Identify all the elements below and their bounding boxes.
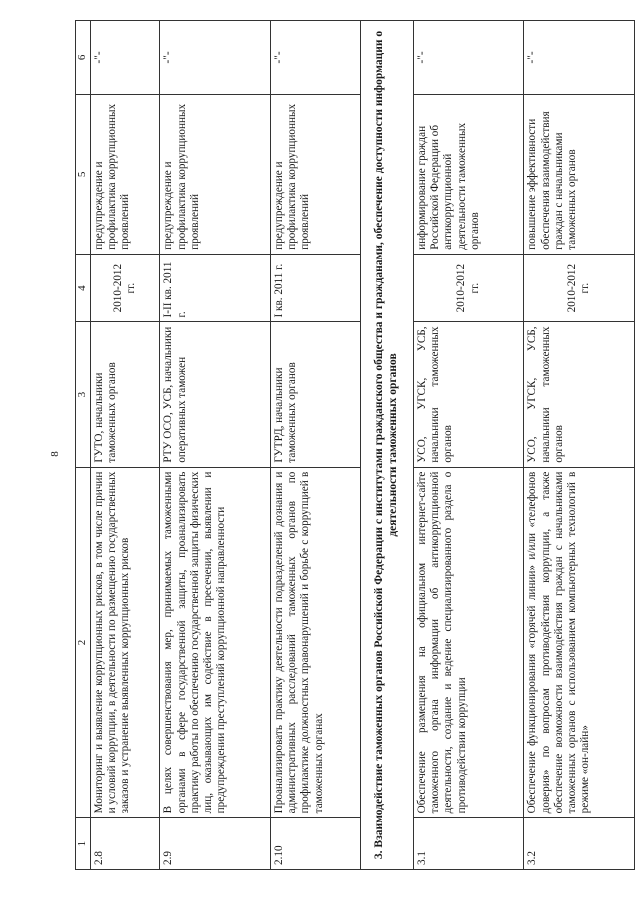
row-number: 3.2: [524, 818, 635, 870]
table-row: [91, 21, 160, 870]
note: -"-: [413, 21, 524, 95]
expected-result: повышение эффективности обеспечения взаимодействия граждан с начальниками таможенных органов: [524, 94, 635, 254]
col-header: 2: [76, 467, 91, 818]
note: -"-: [524, 21, 635, 95]
col-header: 1: [76, 818, 91, 870]
term: 2010-2012 гг.: [413, 254, 524, 322]
measure-description: В целях совершенствования мер, принимаемых таможенными органами в сфере государственной защиты, проанализировать практику работы по обеспечению государственной защиты физических лиц, оказывающих им содействие в пресечении, выявлении и предупреждении преступлений коррупционной направленности: [160, 467, 271, 818]
measures-table: [75, 20, 635, 870]
row-number: 2.8: [91, 818, 160, 870]
row-number: 2.9: [160, 818, 271, 870]
table-row: [413, 21, 524, 870]
measure-description: Проанализировать практику деятельности подразделений дознания и административных расследований таможенных органов по профилактике должностных правонарушений и борьбе с коррупцией в таможенных органах: [270, 467, 360, 818]
rotated-table-container: [75, 20, 635, 870]
col-header: 4: [76, 254, 91, 322]
section-row: [360, 21, 413, 870]
executor: ГУТРД, начальники таможенных органов: [270, 322, 360, 467]
page-number: 8: [48, 451, 61, 457]
measure-description: Мониторинг и выявление коррупционных рисков, в том числе причин и условий коррупции, в деятельности по размещению государственных заказов и устранение выявленных коррупционных рисков: [91, 467, 160, 818]
executor: УСО, УГСК, УСБ, начальники таможенных органов: [524, 322, 635, 467]
note: -"-: [91, 21, 160, 95]
expected-result: предупреждение и профилактика коррупционных проявлений: [270, 94, 360, 254]
executor: РТУ ОСО, УСБ, начальники оперативных таможен: [160, 322, 271, 467]
term: I-II кв. 2011 г.: [160, 254, 271, 322]
table-row: [270, 21, 360, 870]
table-row: [524, 21, 635, 870]
table-row: [160, 21, 271, 870]
section-heading: 3. Взаимодействие таможенных органов Российской Федерации с институтами гражданского общества и гражданами, обеспечение доступности информации о деятельности таможенных органов: [360, 21, 413, 870]
term: 2010-2012 гг.: [91, 254, 160, 322]
executor: УСО, УГСК, УСБ, начальники таможенных органов: [413, 322, 524, 467]
expected-result: предупреждение и профилактика коррупционных проявлений: [91, 94, 160, 254]
row-number: 3.1: [413, 818, 524, 870]
note: -"-: [160, 21, 271, 95]
expected-result: предупреждение и профилактика коррупционных проявлений: [160, 94, 271, 254]
note: -"-: [270, 21, 360, 95]
term: 2010-2012 гг.: [524, 254, 635, 322]
col-header: 5: [76, 94, 91, 254]
executor: ГУТО, начальники таможенных органов: [91, 322, 160, 467]
measure-description: Обеспечение размещения на официальном интернет-сайте таможенного органа информации об антикоррупционной деятельности, создание и ведение специализированного раздела о противодействии коррупции: [413, 467, 524, 818]
expected-result: информирование граждан Российской Федерации об антикоррупционной деятельности таможенных органов: [413, 94, 524, 254]
row-number: 2.10: [270, 818, 360, 870]
header-row: [76, 21, 91, 870]
col-header: 6: [76, 21, 91, 95]
measure-description: Обеспечение функционирования «горячей линии» и/или «телефонов доверия» по вопросам противодействия коррупции, а также обеспечение возможности взаимодействия граждан с начальниками таможенных органов с использованием компьютерных технологий в режиме «он-лайн»: [524, 467, 635, 818]
col-header: 3: [76, 322, 91, 467]
term: I кв. 2011 г.: [270, 254, 360, 322]
